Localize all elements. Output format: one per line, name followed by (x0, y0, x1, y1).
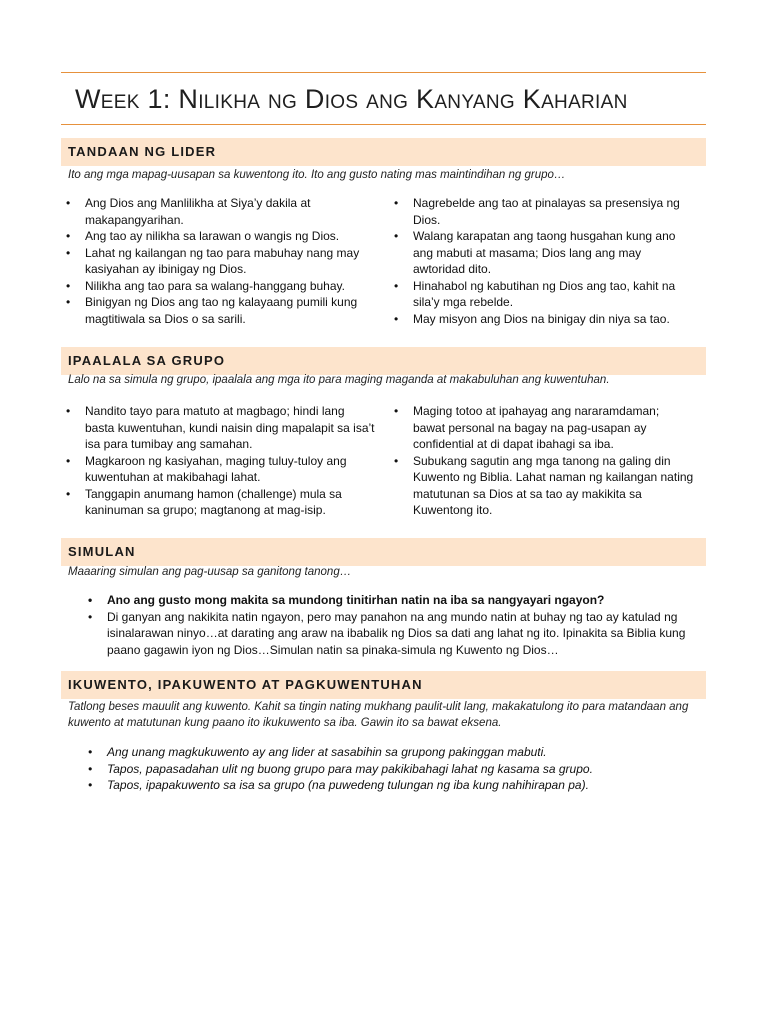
list-item: • Maging totoo at ipahayag ang nararamdaman; bawat personal na bagay na pag-usapan ay confidential at di dapat ibahagi sa iba. (394, 403, 694, 453)
ikuwento-list (88, 744, 702, 794)
simulan-list (88, 592, 702, 658)
list-item: • Ang tao ay nilikha sa larawan o wangis ng Dios. (66, 228, 376, 245)
ipaalala-right-list (394, 403, 694, 519)
list-item: • Di ganyan ang nakikita natin ngayon, pero may panahon na ang mundo natin at buhay ng tao ay katulad ng isinalarawan ninyo…at darating ang araw na ibabalik ng Dios sa dati ang lahat ng ito. Ipinakita sa Biblia kung paano gagawin iyon ng Dios…Simulan natin sa pinaka-simula ng Kuwento ng Dios… (88, 609, 702, 659)
list-item: • Tapos, papasadahan ulit ng buong grupo para may pakikibahagi lahat ng kasama sa grupo. (88, 761, 702, 778)
section-intro-ikuwento: Tatlong beses mauulit ang kuwento. Kahit sa tingin nating mukhang paulit-ulit lang, makakatulong ito para matandaan ang kuwento at matutunan kung paano ito ikukuwento sa iba. Gawin ito sa bawat eksena. (68, 701, 689, 729)
list-item: • Nilikha ang tao para sa walang-hanggang buhay. (66, 278, 376, 295)
list-item: • Magkaroon ng kasiyahan, maging tuluy-tuloy ang kuwentuhan at makibahagi lahat. (66, 453, 376, 486)
list-item: • Walang karapatan ang taong husgahan kung ano ang mabuti at masama; Dios lang ang may awtoridad dito. (394, 228, 694, 278)
list-item: • Ang Dios ang Manlilikha at Siya’y dakila at makapangyarihan. (66, 195, 376, 228)
title-underline (61, 124, 706, 125)
tandaan-left-list (66, 195, 376, 327)
section-intro-simulan: Maaaring simulan ang pag-uusap sa ganitong tanong… (68, 566, 352, 578)
section-intro-ipaalala: Lalo na sa simula ng grupo, ipaalala ang mga ito para maging maganda at makabuluhan ang kuwentuhan. (68, 374, 610, 386)
list-item: • Ang unang magkukuwento ay ang lider at sasabihin sa grupong pakinggan mabuti. (88, 744, 702, 761)
starter-question: • Ano ang gusto mong makita sa mundong tinitirhan natin na iba sa nangyayari ngayon? (88, 592, 702, 609)
section-heading-tandaan: TANDAAN NG LIDER (61, 138, 706, 166)
list-item: • Tapos, ipapakuwento sa isa sa grupo (na puwedeng tulungan ng iba kung nahihirapan pa). (88, 777, 702, 794)
list-item: • May misyon ang Dios na binigay din niya sa tao. (394, 311, 694, 328)
ipaalala-left-list (66, 403, 376, 519)
list-item: • Tanggapin anumang hamon (challenge) mula sa kaninuman sa grupo; magtanong at mag-isip. (66, 486, 376, 519)
top-rule (61, 72, 706, 73)
list-item: • Nagrebelde ang tao at pinalayas sa presensiya ng Dios. (394, 195, 694, 228)
list-item: • Hinahabol ng kabutihan ng Dios ang tao, kahit na sila’y mga rebelde. (394, 278, 694, 311)
tandaan-right-list (394, 195, 694, 327)
section-heading-simulan: SIMULAN (61, 538, 706, 566)
list-item: • Nandito tayo para matuto at magbago; hindi lang basta kuwentuhan, kundi naisin ding mapalapit sa isa’t isa para tumibay ang samahan. (66, 403, 376, 453)
section-heading-ikuwento: IKUWENTO, IPAKUWENTO AT PAGKUWENTUHAN (61, 671, 706, 699)
list-item: • Lahat ng kailangan ng tao para mabuhay nang may kasiyahan ay ibinigay ng Dios. (66, 245, 376, 278)
page-title: Week 1: Nilikha ng Dios ang Kanyang Kaharian (75, 84, 628, 114)
list-item: • Subukang sagutin ang mga tanong na galing din Kuwento ng Biblia. Lahat naman ng kailangan nating matutunan sa Dios at sa tao ay makikita sa Kuwentong ito. (394, 453, 694, 519)
list-item: • Binigyan ng Dios ang tao ng kalayaang pumili kung magtitiwala sa Dios o sa sarili. (66, 294, 376, 327)
section-heading-ipaalala: IPAALALA SA GRUPO (61, 347, 706, 375)
section-intro-tandaan: Ito ang mga mapag-uusapan sa kuwentong ito. Ito ang gusto nating mas maintindihan ng grupo… (68, 169, 566, 181)
